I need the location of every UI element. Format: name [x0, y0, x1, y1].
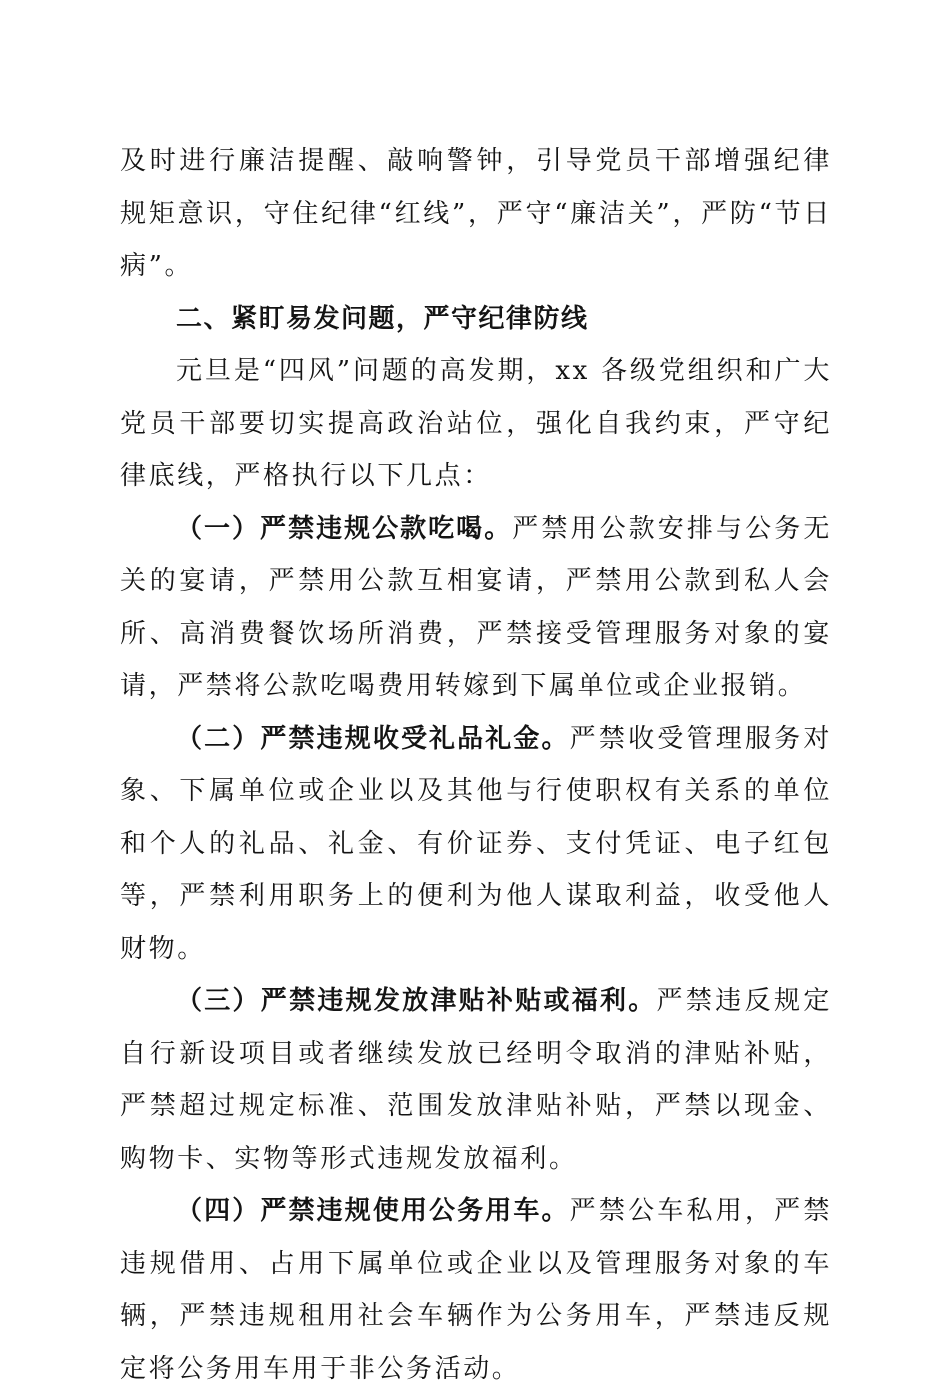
item-title-3: （三）严禁违规发放津贴补贴或福利。 [176, 986, 657, 1016]
continuation-paragraph: 及时进行廉洁提醒、敲响警钟，引导党员干部增强纪律规矩意识，守住纪律“红线”，严守“廉洁关”，严防“节日病”。 [120, 146, 832, 281]
item-body-1: 严禁用公款安排与公务无关的宴请，严禁用公款互相宴请，严禁用公款到私人会所、高消费餐饮场所消费，严禁接受管理服务对象的宴请，严禁将公款吃喝费用转嫁到下属单位或企业报销。 [120, 513, 832, 701]
item-title-1: （一）严禁违规公款吃喝。 [176, 513, 513, 544]
item-paragraph-2 [120, 713, 832, 976]
intro-paragraph: 元旦是“四风”问题的高发期，xx 各级党组织和广大党员干部要切实提高政治站位，强化自我约束，严守纪律底线，严格执行以下几点： [120, 356, 832, 491]
item-body-3: 严禁违反规定自行新设项目或者继续发放已经明令取消的津贴补贴，严禁超过规定标准、范围发放津贴补贴，严禁以现金、购物卡、实物等形式违规发放福利。 [120, 986, 832, 1174]
item-paragraph-1 [120, 503, 832, 713]
item-paragraph-4 [120, 1185, 832, 1395]
item-body-2: 严禁收受管理服务对象、下属单位或企业以及其他与行使职权有关系的单位和个人的礼品、礼金、有价证券、支付凭证、电子红包等，严禁利用职务上的便利为他人谋取利益，收受他人财物。 [120, 723, 832, 964]
item-paragraph-3 [120, 975, 832, 1185]
item-body-4: 严禁公车私用，严禁违规借用、占用下属单位或企业以及管理服务对象的车辆，严禁违规租用社会车辆作为公务用车，严禁违反规定将公务用车用于非公务活动。 [120, 1196, 832, 1384]
item-title-4: （四）严禁违规使用公务用车。 [176, 1196, 570, 1226]
item-title-2: （二）严禁违规收受礼品礼金。 [176, 723, 570, 754]
document-body [120, 135, 832, 1395]
section-heading: 二、紧盯易发问题，严守纪律防线 [176, 303, 589, 334]
